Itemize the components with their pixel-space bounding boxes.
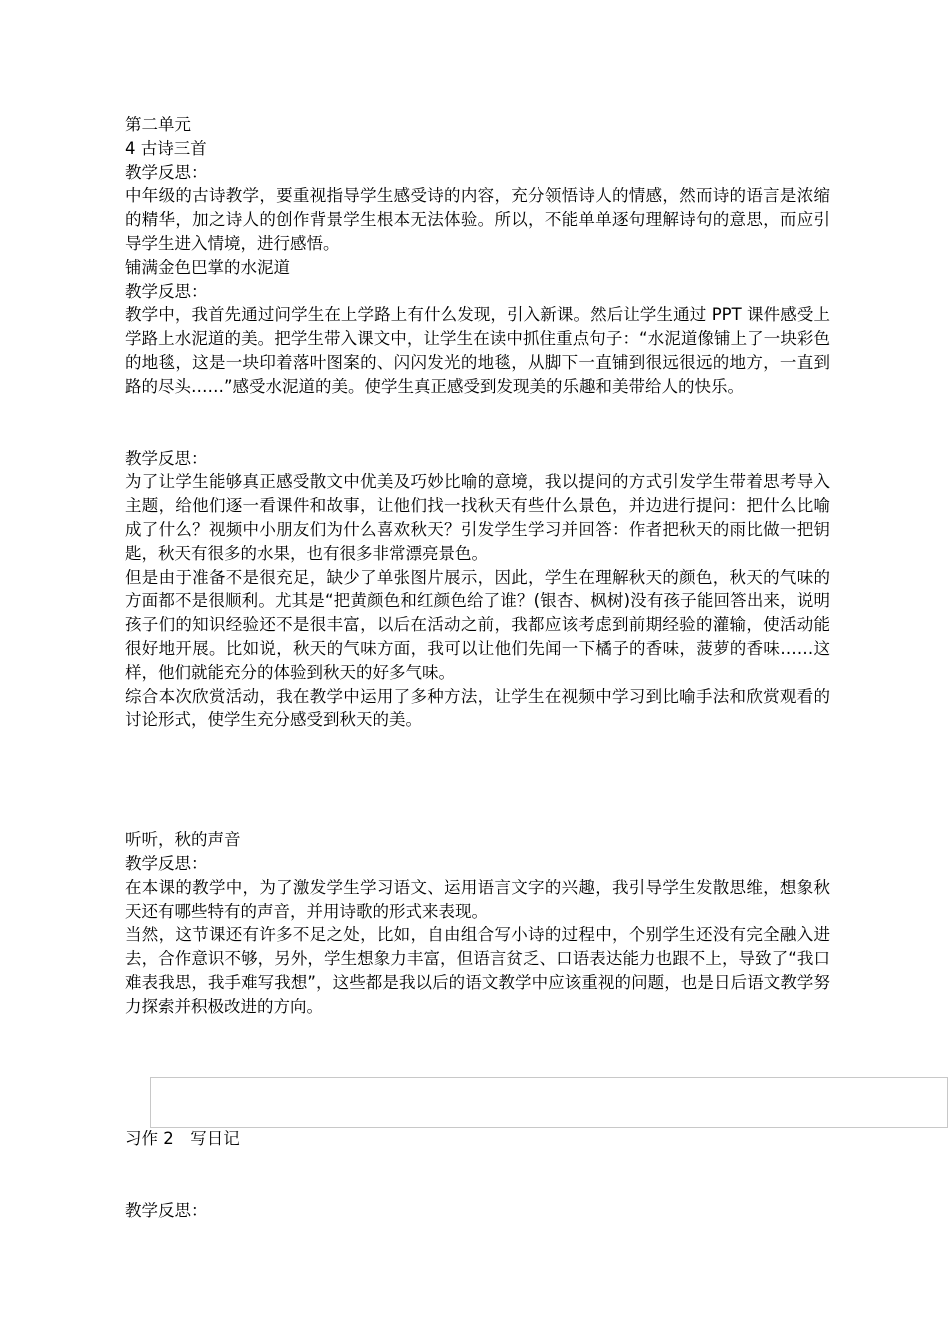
spacer (125, 399, 830, 447)
writing2-reflection-label: 教学反思： (125, 1200, 208, 1220)
writing-section (125, 1127, 830, 1223)
lesson6-reflection-text-2: 但是由于准备不是很充足，缺少了单张图片展示，因此，学生在理解秋天的颜色，秋天的气味的方面都不是很顺利。尤其是“把黄颜色和红颜色给了谁？(银杏、枫树)没有孩子能回答出来，说明孩子们的知识经验还不是很丰富，以后在活动之前，我都应该考虑到前期经验的灌输，使活动能很好地开展。比如说，秋天的气味方面，我可以让他们先闻一下橘子的香味，菠萝的香味……这样，他们就能充分的体验到秋天的好多气味。 (125, 567, 830, 682)
spacer (125, 732, 830, 828)
lesson4-reflection-text: 中年级的古诗教学，要重视指导学生感受诗的内容，充分领悟诗人的情感，然而诗的语言是浓缩的精华，加之诗人的创作背景学生根本无法体验。所以，不能单单逐句理解诗句的意思，而应引导学生进入情境，进行感悟。 (125, 186, 830, 253)
lesson4-title: 4 古诗三首 (125, 138, 207, 158)
lesson5-reflection-text: 教学中，我首先通过问学生在上学路上有什么发现，引入新课。然后让学生通过 PPT 课件感受上学路上水泥道的美。把学生带入课文中，让学生在读中抓住重点句子：“水泥道像铺上了一块彩色的地毯，这是一块印着落叶图案的、闪闪发光的地毯，从脚下一直铺到很远很远的地方，一直到路的尽头……”感受水泥道的美。使学生真正感受到发现美的乐趣和美带给人的快乐。 (125, 305, 830, 396)
lesson7-title: 听听，秋的声音 (125, 830, 241, 850)
lesson6-reflection-text-3: 综合本次欣赏活动，我在教学中运用了多种方法，让学生在视频中学习到比喻手法和欣赏观看的讨论形式，使学生充分感受到秋天的美。 (125, 686, 830, 730)
writing2-title: 习作 2 写日记 (125, 1129, 240, 1148)
lesson7-reflection-text-1: 在本课的教学中，为了激发学生学习语文、运用语言文字的兴趣，我引导学生发散思维，想象秋天还有哪些特有的声音，并用诗歌的形式来表现。 (125, 877, 830, 921)
lesson6-reflection-text-1: 为了让学生能够真正感受散文中优美及巧妙比喻的意境，我以提问的方式引发学生带着思考导入主题，给他们逐一看课件和故事，让他们找一找秋天有些什么景色，并边进行提问：把什么比喻成了什么？视频中小朋友们为什么喜欢秋天？引发学生学习并回答：作者把秋天的雨比做一把钥匙，秋天有很多的水果，也有很多非常漂亮景色。 (125, 472, 830, 563)
empty-text-box (150, 1077, 948, 1128)
lesson7-reflection-label: 教学反思： (125, 853, 208, 873)
lesson5-reflection-label: 教学反思： (125, 281, 208, 301)
lesson7-reflection-text-2: 当然，这节课还有许多不足之处，比如，自由组合写小诗的过程中，个别学生还没有完全融入进去，合作意识不够，另外，学生想象力丰富，但语言贫乏、口语表达能力也跟不上，导致了“我口难表我思，我手难写我想”，这些都是我以后的语文教学中应该重视的问题，也是日后语文教学努力探索并积极改进的方向。 (125, 925, 830, 1016)
document-body (125, 113, 830, 1019)
spacer (125, 1151, 830, 1199)
lesson4-reflection-label: 教学反思： (125, 162, 208, 182)
lesson5-title: 铺满金色巴掌的水泥道 (125, 257, 290, 277)
unit-title: 第二单元 (125, 115, 191, 134)
lesson6-reflection-label: 教学反思： (125, 448, 208, 468)
